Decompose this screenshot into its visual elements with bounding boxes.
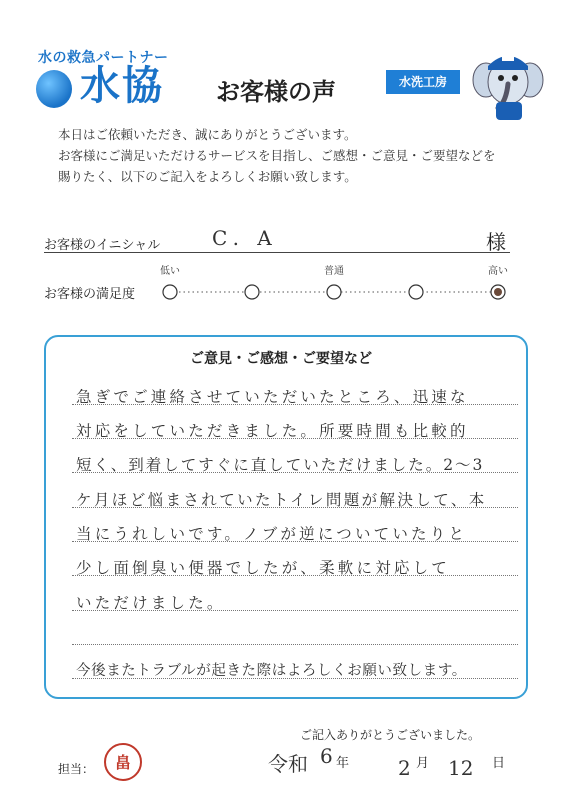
date-year-unit: 年 — [336, 756, 350, 771]
initial-label: お客様のイニシャル — [44, 238, 161, 253]
intro-text — [58, 124, 528, 187]
date-month-unit: 月 — [416, 756, 430, 771]
handwritten-line: いただけました。 — [76, 594, 226, 612]
date-year-value: 6 — [320, 744, 333, 768]
intro-line: 本日はご依頼いただき、誠にありがとうございます。 — [58, 127, 357, 142]
opinion-title: ご意見・ご感想・ご要望など — [190, 351, 372, 367]
handwritten-line: ケ月ほど悩まされていたトイレ問題が解決して、本 — [76, 491, 487, 509]
date-month-value: 2 — [398, 756, 411, 780]
ruled-line — [72, 644, 518, 645]
satisfaction-option-4[interactable] — [409, 285, 423, 299]
elephant-mascot-icon — [472, 44, 544, 124]
page-title: お客様の声 — [216, 78, 336, 106]
satisfaction-scale — [150, 262, 520, 306]
handwritten-line: 少し面倒臭い便器でしたが、柔軟に対応して — [76, 559, 451, 577]
handwritten-line: 短く、到着してすぐに直していただけました。2〜3 — [76, 456, 485, 474]
satisfaction-selected-mark — [494, 288, 502, 296]
water-drop-logo-icon — [36, 70, 72, 108]
scale-label-high: 高い — [488, 266, 508, 277]
thanks-text: ご記入ありがとうございました。 — [300, 728, 481, 742]
date-era: 令和 — [268, 752, 308, 776]
scale-label-mid: 普通 — [324, 266, 344, 277]
date-day-unit: 日 — [492, 756, 506, 771]
handwritten-line: 急ぎでご連絡させていただいたところ、迅速な — [76, 388, 469, 406]
handwritten-line: 対応をしていただきました。所要時間も比較的 — [76, 422, 469, 440]
initial-value: C. A — [212, 226, 278, 250]
scale-label-low: 低い — [160, 266, 180, 277]
handwritten-line: 当にうれしいです。ノブが逆についていたりと — [76, 525, 468, 543]
brand-badge: 水洗工房 — [386, 70, 460, 94]
staff-label: 担当： — [58, 762, 95, 776]
satisfaction-option-2[interactable] — [245, 285, 259, 299]
satisfaction-option-3[interactable] — [327, 285, 341, 299]
brand-name: 水協 — [80, 63, 164, 109]
intro-line: お客様にご満足いただけるサービスを目指し、ご感想・ご意見・ご要望などを — [58, 148, 496, 163]
date-day-value: 12 — [448, 756, 474, 780]
intro-line: 賜りたく、以下のご記入をよろしくお願い致します。 — [58, 169, 357, 184]
honorific-suffix: 様 — [486, 230, 506, 254]
stamp-name: 畠 — [114, 753, 131, 772]
satisfaction-option-1[interactable] — [163, 285, 177, 299]
brand-tagline: 水の救急パートナー — [38, 50, 169, 66]
satisfaction-label: お客様の満足度 — [44, 287, 136, 302]
handwritten-line: 今後またトラブルが起きた際はよろしくお願い致します。 — [76, 663, 467, 679]
